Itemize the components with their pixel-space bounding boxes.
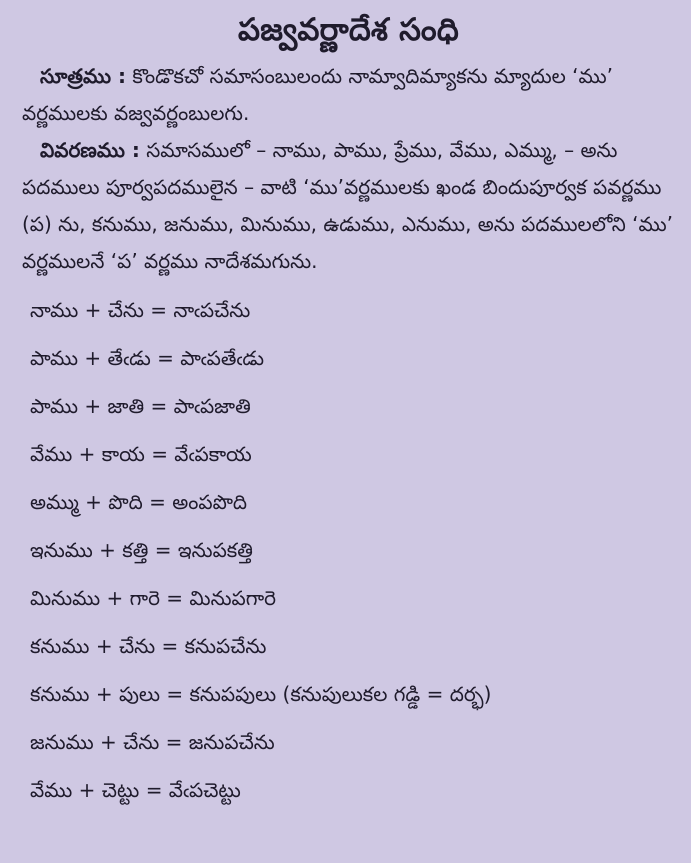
vivaranam-paragraph xyxy=(22,132,675,280)
example-item: వేము + చెట్టు = వేఁపచెట్టు xyxy=(30,778,241,802)
sutram-label: సూత్రము : xyxy=(40,64,127,88)
example-item: మినుము + గారె = మినుపగారె xyxy=(30,586,277,610)
example-item: నాము + చేను = నాఁపచేను xyxy=(30,298,251,322)
vivaranam-text: సమాసములో – నాము, పాము, ప్రేము, వేము, ఎమ్ము, – అను పదములు పూర్వపదములైన – వాటి ‘ము’వర్ణములకు ఖండ బిందుపూర్వక పవర్ణము (ప) ను, కనుము, జనుము, మినుము, ఉడుము, ఎనుము, అను పదములలోని ‘ము’ వర్ణములనే ‘ప’ వర్ణము నాదేశమగును. xyxy=(22,138,673,273)
sutram-text: కొండొకచో సమాసంబులందు నామ్వాదిమ్యాకను మ్యాదుల ‘ము’ వర్ణములకు వజ్వవర్ణంబులగు. xyxy=(22,64,613,125)
example-item: కనుము + పులు = కనుపపులు (కనుపులుకల గడ్డి = దర్భ) xyxy=(30,682,492,706)
example-item: వేము + కాయ = వేఁపకాయ xyxy=(30,442,252,466)
example-item: కనుము + చేను = కనుపచేను xyxy=(30,634,267,658)
vivaranam-label: వివరణము : xyxy=(40,138,140,162)
example-item: ఇనుము + కత్తి = ఇనుపకత్తి xyxy=(30,538,253,562)
example-item: అమ్ము + పొది = అంపపొది xyxy=(30,490,248,514)
sutram-paragraph xyxy=(22,58,675,132)
example-item: పాము + తేఁడు = పాఁపతేఁడు xyxy=(30,346,265,370)
example-item: పాము + జాతి = పాఁపజాతి xyxy=(30,394,251,418)
page-title: పజ్వవర్ణాదేశ సంధి xyxy=(238,12,459,48)
example-item: జనుము + చేను = జనుపచేను xyxy=(30,730,275,754)
examples-list xyxy=(22,286,675,814)
